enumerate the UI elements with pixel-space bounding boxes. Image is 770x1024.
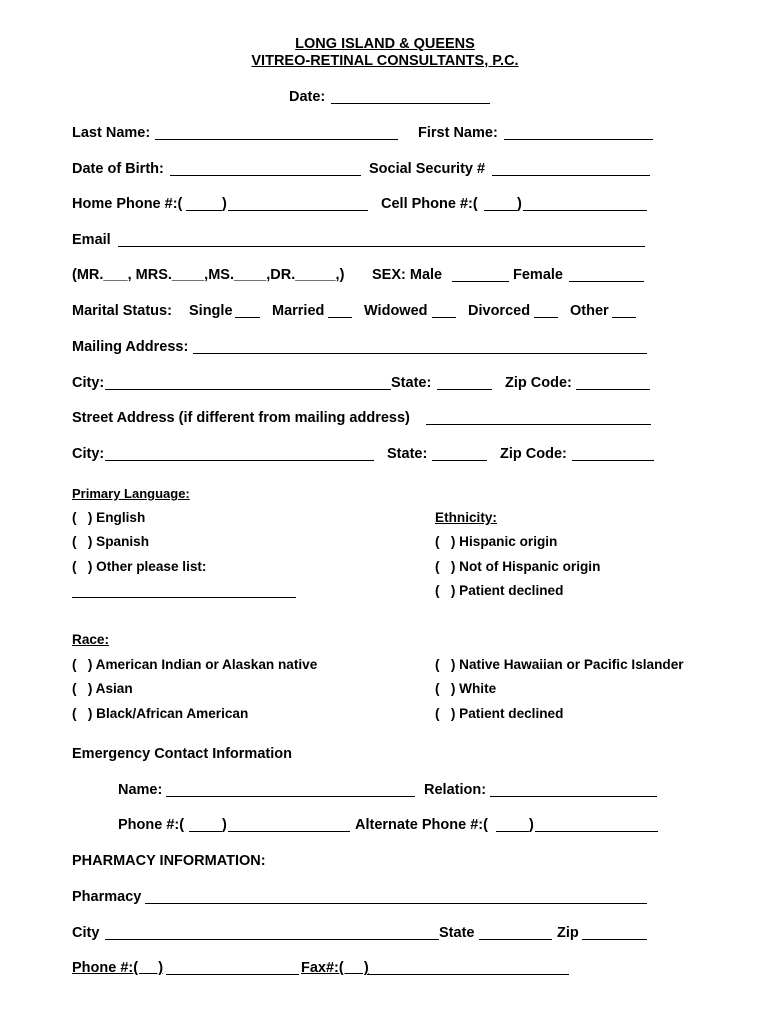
ssn-label: Social Security #: [369, 161, 486, 177]
race-option-declined[interactable]: ( ) Patient declined: [435, 706, 564, 721]
race-option-native-hawaiian[interactable]: ( ) Native Hawaiian or Pacific Islander: [435, 657, 684, 672]
pharmacy-name-label: Pharmacy: [72, 889, 142, 905]
first-name-label: First Name:: [418, 125, 498, 141]
last-name-label: Last Name:: [72, 125, 151, 141]
marital-married-field[interactable]: [328, 317, 352, 318]
race-option-black[interactable]: ( ) Black/African American: [72, 706, 249, 721]
mailing-zip-label: Zip Code:: [505, 375, 572, 391]
sex-female-label: Female: [513, 267, 563, 283]
street-zip-field[interactable]: [572, 460, 654, 461]
mailing-state-field[interactable]: [437, 389, 492, 390]
street-city-label: City:: [72, 446, 105, 462]
language-option-english[interactable]: ( ) English: [72, 510, 146, 525]
ethnicity-option-declined[interactable]: ( ) Patient declined: [435, 583, 564, 598]
home-phone-area-field[interactable]: [186, 210, 222, 211]
emergency-alt-phone-paren: ): [529, 817, 534, 833]
marital-widowed-label: Widowed: [364, 303, 428, 319]
street-zip-label: Zip Code:: [500, 446, 567, 462]
pharmacy-phone-label: Phone #:( ): [72, 960, 164, 976]
sex-male-label: SEX: Male: [372, 267, 443, 283]
cell-phone-field[interactable]: [523, 210, 647, 211]
title-options[interactable]: (MR.___, MRS.____,MS.____,DR._____,): [72, 267, 345, 283]
pharmacy-zip-field[interactable]: [582, 939, 647, 940]
mailing-city-field[interactable]: [105, 389, 391, 390]
language-option-spanish[interactable]: ( ) Spanish: [72, 534, 150, 549]
cell-phone-paren: ): [517, 196, 522, 212]
emergency-phone-area-field[interactable]: [189, 831, 222, 832]
emergency-alt-phone-label: Alternate Phone #:(: [355, 817, 488, 833]
emergency-contact-heading: Emergency Contact Information: [72, 746, 292, 762]
pharmacy-city-field[interactable]: [105, 939, 439, 940]
date-label: Date:: [289, 89, 326, 105]
pharmacy-name-field[interactable]: [145, 903, 647, 904]
mailing-state-label: State:: [391, 375, 432, 391]
practice-subtitle: VITREO-RETINAL CONSULTANTS, P.C.: [251, 53, 519, 69]
home-phone-label: Home Phone #:(: [72, 196, 183, 212]
emergency-name-field[interactable]: [166, 796, 415, 797]
mailing-city-label: City:: [72, 375, 105, 391]
dob-field[interactable]: [170, 175, 361, 176]
language-option-other[interactable]: ( ) Other please list:: [72, 559, 207, 574]
emergency-alt-phone-field[interactable]: [535, 831, 658, 832]
practice-name: LONG ISLAND & QUEENS: [295, 36, 475, 52]
pharmacy-state-label: State: [439, 925, 475, 941]
cell-phone-area-field[interactable]: [484, 210, 517, 211]
street-state-field[interactable]: [432, 460, 487, 461]
pharmacy-state-field[interactable]: [479, 939, 552, 940]
street-address-field[interactable]: [426, 424, 651, 425]
marital-widowed-field[interactable]: [432, 317, 456, 318]
emergency-name-label: Name:: [118, 782, 163, 798]
mailing-address-label: Mailing Address:: [72, 339, 189, 355]
home-phone-field[interactable]: [228, 210, 368, 211]
emergency-relation-label: Relation:: [424, 782, 487, 798]
sex-female-field[interactable]: [569, 281, 644, 282]
race-option-white[interactable]: ( ) White: [435, 681, 497, 696]
dob-label: Date of Birth:: [72, 161, 164, 177]
marital-divorced-field[interactable]: [534, 317, 558, 318]
primary-language-heading: Primary Language:: [72, 486, 190, 501]
marital-other-field[interactable]: [612, 317, 636, 318]
emergency-relation-field[interactable]: [490, 796, 657, 797]
home-phone-paren: ): [222, 196, 227, 212]
ethnicity-option-hispanic[interactable]: ( ) Hispanic origin: [435, 534, 558, 549]
first-name-field[interactable]: [504, 139, 653, 140]
emergency-alt-phone-area-field[interactable]: [496, 831, 529, 832]
marital-single-field[interactable]: [235, 317, 260, 318]
pharmacy-fax-field[interactable]: [367, 974, 569, 975]
date-field[interactable]: [331, 103, 490, 104]
marital-single-label: Single: [189, 303, 233, 319]
ethnicity-heading: Ethnicity:: [435, 510, 497, 525]
emergency-phone-paren: ): [222, 817, 227, 833]
mailing-address-field[interactable]: [193, 353, 647, 354]
marital-other-label: Other: [570, 303, 609, 319]
emergency-phone-field[interactable]: [228, 831, 350, 832]
marital-divorced-label: Divorced: [468, 303, 531, 319]
email-field[interactable]: [118, 246, 645, 247]
language-other-field[interactable]: [72, 597, 296, 598]
street-state-label: State:: [387, 446, 428, 462]
marital-married-label: Married: [272, 303, 325, 319]
email-label: Email: [72, 232, 111, 248]
cell-phone-label: Cell Phone #:(: [381, 196, 478, 212]
pharmacy-zip-label: Zip: [557, 925, 579, 941]
race-heading: Race:: [72, 632, 110, 647]
ethnicity-option-not-hispanic[interactable]: ( ) Not of Hispanic origin: [435, 559, 601, 574]
race-option-american-indian[interactable]: ( ) American Indian or Alaskan native: [72, 657, 318, 672]
pharmacy-city-label: City: [72, 925, 100, 941]
pharmacy-fax-label: Fax#:( ): [301, 960, 369, 976]
emergency-phone-label: Phone #:(: [118, 817, 185, 833]
street-city-field[interactable]: [105, 460, 374, 461]
sex-male-field[interactable]: [452, 281, 509, 282]
marital-status-label: Marital Status:: [72, 303, 172, 319]
mailing-zip-field[interactable]: [576, 389, 650, 390]
pharmacy-phone-field[interactable]: [166, 974, 299, 975]
race-option-asian[interactable]: ( ) Asian: [72, 681, 133, 696]
last-name-field[interactable]: [155, 139, 398, 140]
street-address-label: Street Address (if different from mailing address): [72, 410, 410, 426]
pharmacy-heading: PHARMACY INFORMATION:: [72, 853, 266, 869]
ssn-field[interactable]: [492, 175, 650, 176]
